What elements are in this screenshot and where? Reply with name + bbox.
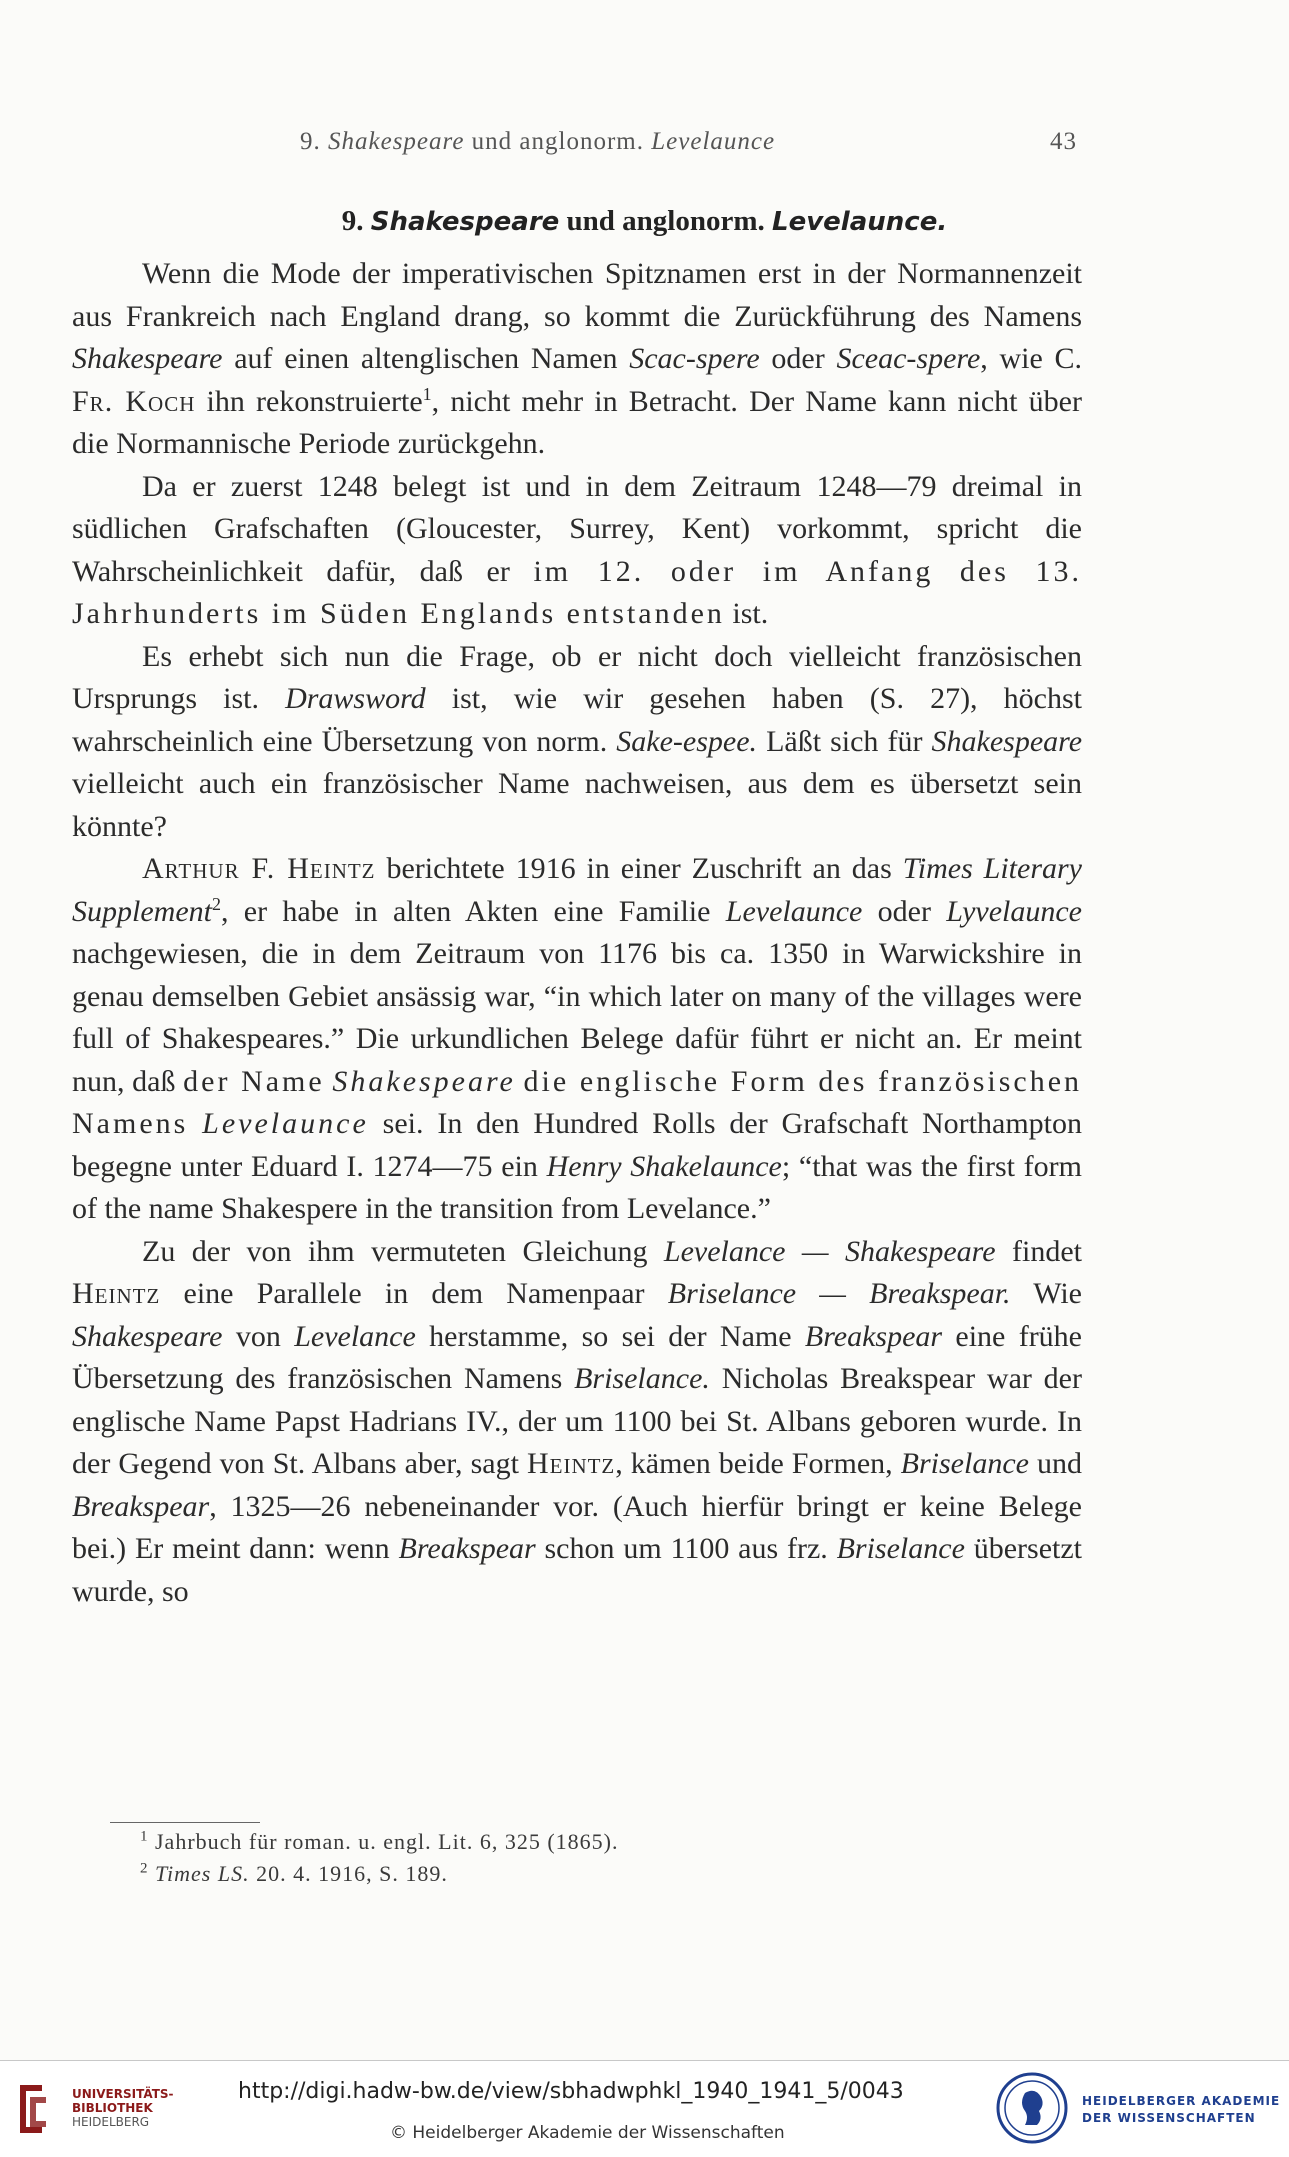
footnotes: [140, 1826, 1080, 1890]
paragraph-2: Da er zuerst 1248 belegt ist und in dem Zeitraum 1248—79 dreimal in südlichen Grafschaften (Gloucester, Surrey, Kent) vorkommt, spricht die Wahrscheinlichkeit dafür, daß er im 12. oder im Anfang des 13. Jahrhunderts im Süden Englands entstanden ist.: [72, 469, 1083, 630]
paragraph-3: Es erhebt sich nun die Frage, ob er nicht doch vielleicht französischen Ursprungs ist. Drawsword ist, wie wir gesehen haben (S. 27), höchst wahrscheinlich eine Übersetzung von norm. Sake-espee. Läßt sich für Shakespeare vielleicht auch ein französischer Name nachweisen, aus dem es übersetzt sein könnte?: [72, 639, 1083, 843]
footer-bar: [0, 2060, 1289, 2157]
university-library-logo-icon[interactable]: [12, 2079, 52, 2139]
paragraph-1: Wenn die Mode der imperativischen Spitznamen erst in der Normannenzeit aus Frankreich nach England drang, so kommt die Zurückführung des Namens Shakespeare auf einen altenglischen Namen Scac-spere oder Sceac-spere, wie C. Fr. Koch ihn rekonstruierte$^1$, nicht mehr in Betracht. Der Name kann nicht über die Normannische Periode zurückgehn.: [72, 257, 1083, 460]
footnote-ref-2[interactable]: 2: [211, 893, 221, 914]
page-number: 43: [1050, 128, 1077, 155]
copyright-notice: © Heidelberger Akademie der Wissenschaften: [390, 2123, 785, 2143]
running-header: [0, 128, 1289, 168]
body-text: [72, 253, 1082, 1613]
footnote-rule: [110, 1822, 260, 1823]
footnote-ref-1[interactable]: 1: [422, 383, 432, 404]
university-library-name: UNIVERSITÄTS- BIBLIOTHEK HEIDELBERG: [72, 2087, 174, 2129]
academy-seal-icon[interactable]: [995, 2071, 1069, 2145]
footnote-2: $^2$ Times LS. 20. 4. 1916, S. 189.: [140, 1860, 448, 1886]
academy-name: HEIDELBERGER AKADEMIE DER WISSENSCHAFTEN: [1082, 2094, 1281, 2125]
running-title: 9. Shakespeare und anglonorm. Levelaunce: [300, 128, 776, 155]
paragraph-5: Zu der von ihm vermuteten Gleichung Levelance — Shakespeare findet Heintz eine Parallele in dem Namenpaar Briselance — Breakspear. Wie Shakespeare von Levelance herstamme, so sei der Name Breakspear eine frühe Übersetzung des französischen Namens Briselance. Nicholas Breakspear war der englische Name Papst Hadrians IV., der um 1100 bei St. Albans geboren wurde. In der Gegend von St. Albans aber, sagt Heintz, kämen beide Formen, Briselance und Breakspear, 1325—26 nebeneinander vor. (Auch hierfür bringt er keine Belege bei.) Er meint dann: wenn Breakspear schon um 1100 aus frz. Briselance übersetzt wurde, so: [72, 1234, 1083, 1608]
footnote-1: $^1$ Jahrbuch für roman. u. engl. Lit. 6, 325 (1865).: [140, 1828, 619, 1854]
permalink-url[interactable]: http://digi.hadw-bw.de/view/sbhadwphkl_1940_1941_5/0043: [238, 2079, 904, 2104]
paragraph-4: Arthur F. Heintz berichtete 1916 in einer Zuschrift an das Times Literary Supplement$^2$, er habe in alten Akten eine Familie Levelaunce oder Lyvelaunce nachgewiesen, die in dem Zeitraum von 1176 bis ca. 1350 in Warwickshire in genau demselben Gebiet ansässig war, “in which later on many of the villages were full of Shakespeares.” Die urkundlichen Belege dafür führt er nicht an. Er meint nun, daß der Name Shakespeare die englische Form des französischen Namens Levelaunce sei. In den Hundred Rolls der Grafschaft Northampton begegne unter Eduard I. 1274—75 ein Henry Shakelaunce; “that was the first form of the name Shakespere in the transition from Levelance.”: [72, 852, 1083, 1225]
section-heading: 9. Shakespeare und anglonorm. Levelaunce.: [341, 205, 948, 237]
